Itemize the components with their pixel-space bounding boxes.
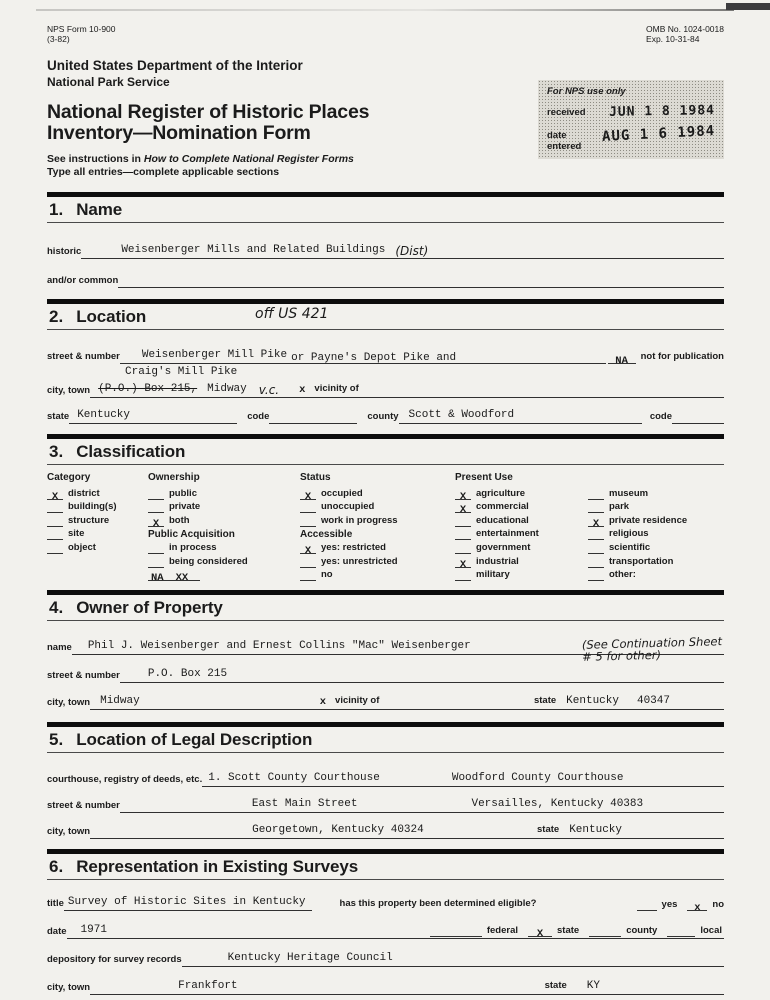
status-column — [300, 472, 455, 581]
owner-street-value: P.O. Box 215 — [147, 668, 228, 681]
form-revision: (3-82) — [47, 34, 70, 44]
eligible-yes-blank — [637, 900, 657, 911]
checkbox-yes-restricted: X yes: restricted — [300, 540, 455, 554]
public-acquisition-na: NA XX — [148, 568, 300, 582]
received-label: received — [547, 107, 586, 118]
city-town-field — [90, 382, 724, 398]
section2-title: Location — [76, 307, 147, 326]
category-column — [47, 472, 148, 581]
legal-street-row — [47, 797, 724, 813]
city-town-label: city, town — [47, 385, 91, 396]
county-check-label: county — [626, 925, 658, 937]
classification-grid — [47, 472, 724, 585]
courthouse-value-2: Woodford County Courthouse — [451, 772, 624, 785]
courthouse-label: courthouse, registry of deeds, etc. — [47, 774, 203, 786]
city-struck-text: (P.O.) Box 215, — [98, 383, 198, 395]
form-title-line1: National Register of Historic Places — [47, 101, 370, 123]
survey-date-field — [67, 923, 724, 939]
form-title-line2: Inventory—Nomination Form — [47, 122, 311, 144]
legal-city-value: Georgetown, Kentucky 40324 — [252, 824, 424, 837]
section4-rule — [47, 620, 724, 621]
section1-rule — [47, 222, 724, 223]
section6-rule — [47, 879, 724, 880]
county-value: Scott & Woodford — [408, 409, 515, 421]
local-check-label: local — [700, 925, 722, 937]
checkbox-private-residence: X private residence — [588, 513, 687, 527]
checkbox-private: private — [148, 500, 300, 514]
section2-heading — [47, 304, 724, 329]
legal-state-label: state — [537, 824, 560, 836]
checkbox-government: government — [455, 540, 588, 554]
checkbox-other: other: — [588, 568, 687, 582]
checkbox-agriculture: X agriculture — [455, 486, 588, 500]
status-header: Status — [300, 472, 331, 483]
owner-city-label: city, town — [47, 697, 91, 709]
omb-number: OMB No. 1024-0018 — [646, 24, 724, 34]
owner-name-label: name — [47, 642, 72, 654]
category-header: Category — [47, 472, 91, 483]
section3-number: 3. — [49, 442, 64, 461]
common-name-row — [47, 272, 724, 288]
present-use-col1 — [455, 486, 588, 581]
survey-city-value: Frankfort — [178, 980, 238, 993]
present-use-column — [455, 472, 724, 581]
eligible-yes-label: yes — [661, 899, 678, 911]
legal-city-row — [47, 823, 724, 839]
legal-city-field — [90, 823, 724, 839]
historic-name-value: Weisenberger Mills and Related Buildings — [121, 244, 386, 256]
checkbox-educational: educational — [455, 513, 588, 527]
checkbox-object: object — [47, 540, 148, 554]
scan-corner-artifact — [726, 3, 770, 10]
owner-name-row — [47, 634, 724, 664]
present-use-columns — [455, 486, 724, 581]
checkbox-both: X both — [148, 513, 300, 527]
checkbox-occupied: X occupied — [300, 486, 455, 500]
city-value: Midway — [207, 383, 247, 395]
courthouse-row — [47, 771, 724, 787]
section1-number: 1. — [49, 200, 64, 219]
legal-state-value: Kentucky — [569, 824, 622, 837]
state-field — [69, 408, 237, 424]
owner-vicinity-mark: x — [319, 696, 327, 709]
depository-row — [47, 951, 724, 967]
accessible-header: Accessible — [300, 529, 353, 541]
department-title: United States Department of the Interior — [47, 58, 303, 73]
federal-blank — [430, 926, 482, 937]
owner-name-field — [72, 634, 724, 664]
vicinity-mark: x — [299, 384, 306, 396]
section3-title: Classification — [76, 442, 186, 461]
street-value-2: or Payne's Depot Pike and — [291, 352, 457, 364]
section5-title: Location of Legal Description — [76, 730, 313, 750]
checkbox-work-in-progress: work in progress — [300, 513, 455, 527]
eligible-no-label: no — [712, 899, 724, 911]
street-value-1: Weisenberger Mill Pike — [141, 349, 288, 361]
state-value: Kentucky — [77, 409, 130, 421]
instructions-manual-title: How to Complete National Register Forms — [143, 153, 354, 165]
na-mark: NA — [615, 355, 628, 367]
checkbox-religious: religious — [588, 527, 687, 541]
survey-city-field — [90, 979, 724, 995]
owner-vicinity-label: vicinity of — [335, 695, 380, 707]
checkbox-being-considered: being considered — [148, 554, 300, 568]
checkbox-scientific: scientific — [588, 540, 687, 554]
form-meta-left — [47, 24, 116, 44]
survey-title-value: Survey of Historic Sites in Kentucky — [64, 896, 312, 911]
section6-number: 6. — [49, 857, 64, 877]
federal-label: federal — [486, 925, 519, 937]
street-number-field — [120, 348, 606, 364]
omb-expiration: Exp. 10-31-84 — [646, 34, 700, 44]
scan-edge-artifact — [36, 9, 734, 11]
eligible-no-blank: x — [687, 900, 707, 911]
section5-number: 5. — [49, 730, 64, 750]
checkbox-industrial: X industrial — [455, 554, 588, 568]
checkbox-park: park — [588, 500, 687, 514]
checkbox-yes-unrestricted: yes: unrestricted — [300, 554, 455, 568]
historic-name-row — [47, 243, 724, 259]
section1-title: Name — [76, 200, 123, 219]
section3-rule — [47, 464, 724, 465]
checkbox-in-process: in process — [148, 540, 300, 554]
state-county-row — [47, 408, 724, 424]
checkbox-district: X district — [47, 486, 148, 500]
owner-city-value: Midway — [100, 695, 140, 708]
section5-heading — [47, 727, 724, 752]
section4-number: 4. — [49, 598, 64, 618]
state-check-label: state — [557, 925, 580, 937]
survey-date-row — [47, 923, 724, 939]
depository-label: depository for survey records — [47, 954, 182, 966]
courthouse-field — [202, 771, 724, 787]
code-field — [269, 408, 357, 424]
owner-street-field — [120, 667, 724, 683]
legal-street-value-1: East Main Street — [251, 798, 358, 811]
legal-city-label: city, town — [47, 826, 91, 838]
date-entered-stamp: AUG 1 6 1984 — [601, 123, 716, 145]
section1-heading — [47, 197, 724, 222]
owner-street-row — [47, 667, 724, 683]
common-name-field — [118, 272, 724, 288]
vicinity-label: vicinity of — [314, 383, 359, 394]
nps-box-title: For NPS use only — [547, 86, 626, 97]
legal-street-label: street & number — [47, 800, 120, 812]
form-meta-right — [646, 24, 724, 44]
checkbox-transportation: transportation — [588, 554, 687, 568]
date-entered-label: date entered — [547, 130, 582, 152]
historic-name-handwritten-note: (Dist) — [395, 244, 429, 258]
owner-name-value: Phil J. Weisenberger and Ernest Collins "Mac" Weisenberger — [87, 640, 471, 653]
checkbox-entertainment: entertainment — [455, 527, 588, 541]
city-town-row — [47, 382, 724, 398]
owner-state-value: Kentucky — [566, 695, 619, 708]
survey-state-value: KY — [586, 980, 600, 993]
code2-field — [672, 408, 724, 424]
survey-date-label: date — [47, 926, 67, 938]
checkbox-military: military — [455, 568, 588, 582]
owner-street-label: street & number — [47, 670, 120, 682]
not-for-publication-label: not for publication — [640, 351, 724, 362]
nps-use-only-box — [538, 80, 724, 159]
common-name-label: and/or common — [47, 275, 119, 286]
section3-heading — [47, 439, 724, 464]
legal-street-value-2: Versailles, Kentucky 40383 — [471, 798, 644, 811]
form-header — [47, 58, 724, 178]
received-row — [547, 104, 715, 119]
state-label: state — [47, 411, 70, 422]
checkbox-buildings: building(s) — [47, 500, 148, 514]
survey-title-row — [47, 896, 724, 915]
historic-label: historic — [47, 246, 82, 257]
county-blank — [589, 926, 621, 937]
present-use-header: Present Use — [455, 472, 513, 483]
present-use-col2 — [588, 486, 687, 581]
eligible-question-label: has this property been determined eligible? — [339, 898, 537, 910]
state-blank: X — [528, 926, 552, 937]
form-number: NPS Form 10-900 — [47, 24, 116, 34]
courthouse-value-1: 1. Scott County Courthouse — [208, 772, 380, 785]
agency-title: National Park Service — [47, 75, 170, 89]
street-number-label: street & number — [47, 351, 120, 362]
owner-state-label: state — [533, 695, 557, 707]
code2-label: code — [649, 411, 672, 422]
depository-value: Kentucky Heritage Council — [227, 952, 393, 965]
county-label: county — [367, 411, 399, 422]
checkbox-public: public — [148, 486, 300, 500]
form-meta — [47, 24, 724, 44]
public-acquisition-header: Public Acquisition — [148, 529, 235, 541]
street-number-row — [47, 348, 724, 367]
instructions-line2: Type all entries—complete applicable sections — [47, 165, 280, 178]
owner-city-row — [47, 694, 724, 710]
checkbox-site: site — [47, 527, 148, 541]
owner-city-field — [90, 694, 724, 710]
survey-city-row — [47, 979, 724, 995]
checkbox-museum: museum — [588, 486, 687, 500]
legal-street-field — [120, 797, 724, 813]
section4-title: Owner of Property — [76, 598, 223, 618]
local-blank — [667, 926, 695, 937]
historic-name-field — [81, 243, 724, 259]
survey-city-label: city, town — [47, 982, 91, 994]
not-for-publication-blank — [608, 353, 636, 367]
received-date-stamp: JUN 1 8 1984 — [608, 103, 716, 120]
section5-rule — [47, 752, 724, 753]
city-handwritten-note: v.c. — [258, 383, 280, 397]
survey-date-value: 1971 — [80, 924, 107, 937]
checkbox-commercial: X commercial — [455, 500, 588, 514]
section4-heading — [47, 595, 724, 620]
survey-title-label: title — [47, 898, 64, 910]
street-value-continuation: Craig's Mill Pike — [125, 366, 238, 378]
survey-state-label: state — [544, 980, 567, 992]
section6-title: Representation in Existing Surveys — [76, 857, 359, 877]
location-handwritten-note: off US 421 — [255, 306, 329, 322]
owner-continuation-note: (See Continuation Sheet # 5 for other) — [581, 634, 722, 664]
section6-heading — [47, 854, 724, 879]
county-field — [399, 408, 642, 424]
code-label: code — [247, 411, 270, 422]
instructions-prefix: See instructions in — [47, 153, 144, 165]
checkbox-structure: structure — [47, 513, 148, 527]
ownership-column — [148, 472, 300, 585]
ownership-header: Ownership — [148, 472, 200, 483]
section2-rule — [47, 329, 724, 330]
section2-number: 2. — [49, 307, 64, 326]
checkbox-no: no — [300, 568, 455, 582]
depository-field — [182, 951, 724, 967]
owner-zip-value: 40347 — [636, 695, 670, 708]
checkbox-unoccupied: unoccupied — [300, 500, 455, 514]
date-entered-row — [547, 123, 716, 152]
